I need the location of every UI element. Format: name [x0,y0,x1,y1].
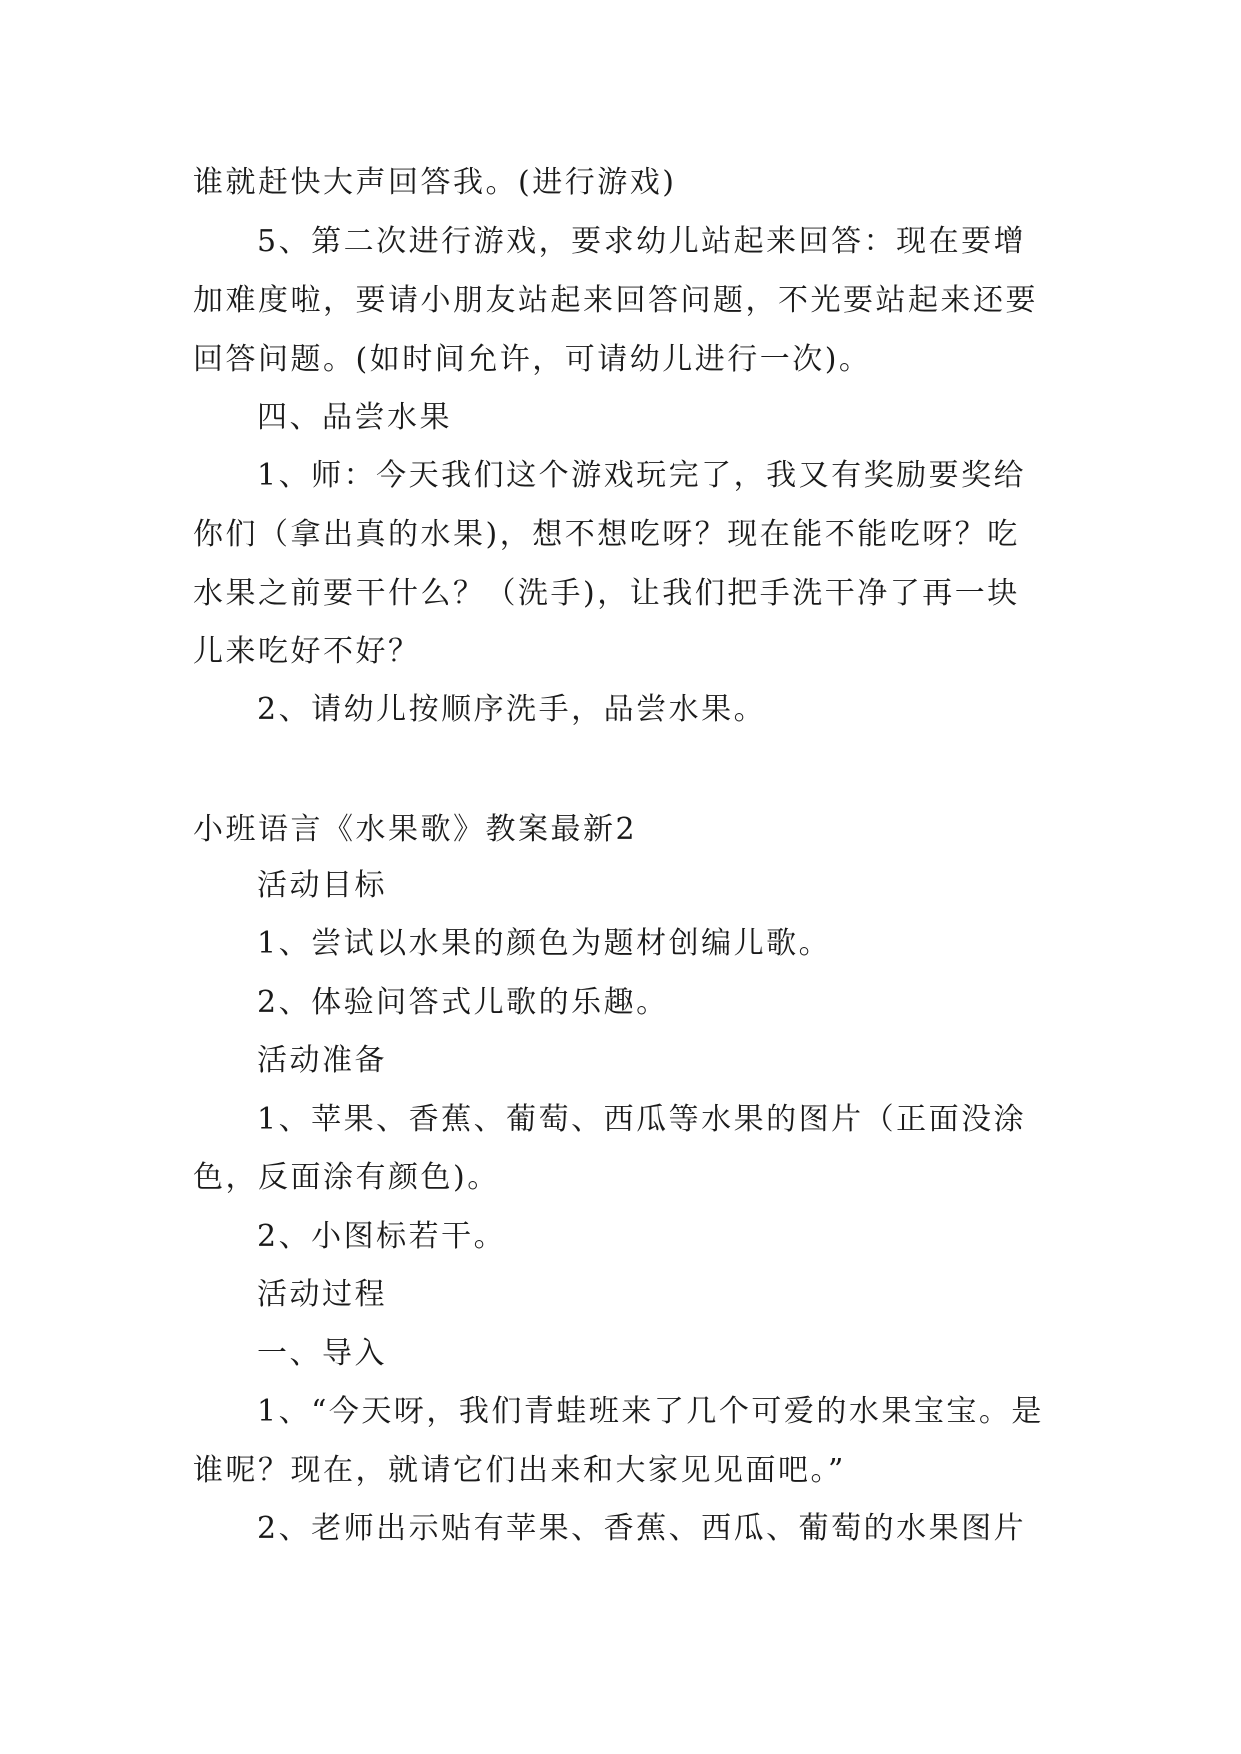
paragraph-line: 2、老师出示贴有苹果、香蕉、西瓜、葡萄的水果图片 [257,1511,1027,1546]
paragraph-line: 2、小图标若干。 [257,1219,507,1254]
section-heading: 一、导入 [257,1336,387,1371]
paragraph-line: 1、苹果、香蕉、葡萄、西瓜等水果的图片（正面没涂 [257,1102,1027,1137]
paragraph-line: 2、体验问答式儿歌的乐趣。 [257,985,669,1020]
paragraph-line: 加难度啦，要请小朋友站起来回答问题，不光要站起来还要 [193,283,1038,318]
paragraph-line: 1、“今天呀，我们青蛙班来了几个可爱的水果宝宝。是 [257,1394,1044,1429]
paragraph-line: 1、师：今天我们这个游戏玩完了，我又有奖励要奖给 [257,458,1027,493]
paragraph-line: 色，反面涂有颜色)。 [193,1160,500,1195]
paragraph-line: 水果之前要干什么？（洗手)，让我们把手洗干净了再一块 [193,576,1020,611]
paragraph-line: 回答问题。(如时间允许，可请幼儿进行一次)。 [193,342,872,377]
document-title: 小班语言《水果歌》教案最新2 [193,812,638,847]
section-heading: 四、品尝水果 [257,400,452,435]
paragraph-line: 谁呢？现在，就请它们出来和大家见见面吧。” [193,1453,846,1488]
section-heading: 活动过程 [257,1277,387,1312]
section-heading: 活动目标 [257,868,387,903]
paragraph-line: 谁就赶快大声回答我。(进行游戏) [193,165,677,200]
paragraph-line: 儿来吃好不好？ [193,634,421,669]
paragraph-line: 5、第二次进行游戏，要求幼儿站起来回答：现在要增 [257,224,1027,259]
section-heading: 活动准备 [257,1043,387,1078]
paragraph-line: 1、尝试以水果的颜色为题材创编儿歌。 [257,926,832,961]
paragraph-line: 2、请幼儿按顺序洗手，品尝水果。 [257,692,767,727]
paragraph-line: 你们（拿出真的水果)，想不想吃呀？现在能不能吃呀？吃 [193,517,1020,552]
